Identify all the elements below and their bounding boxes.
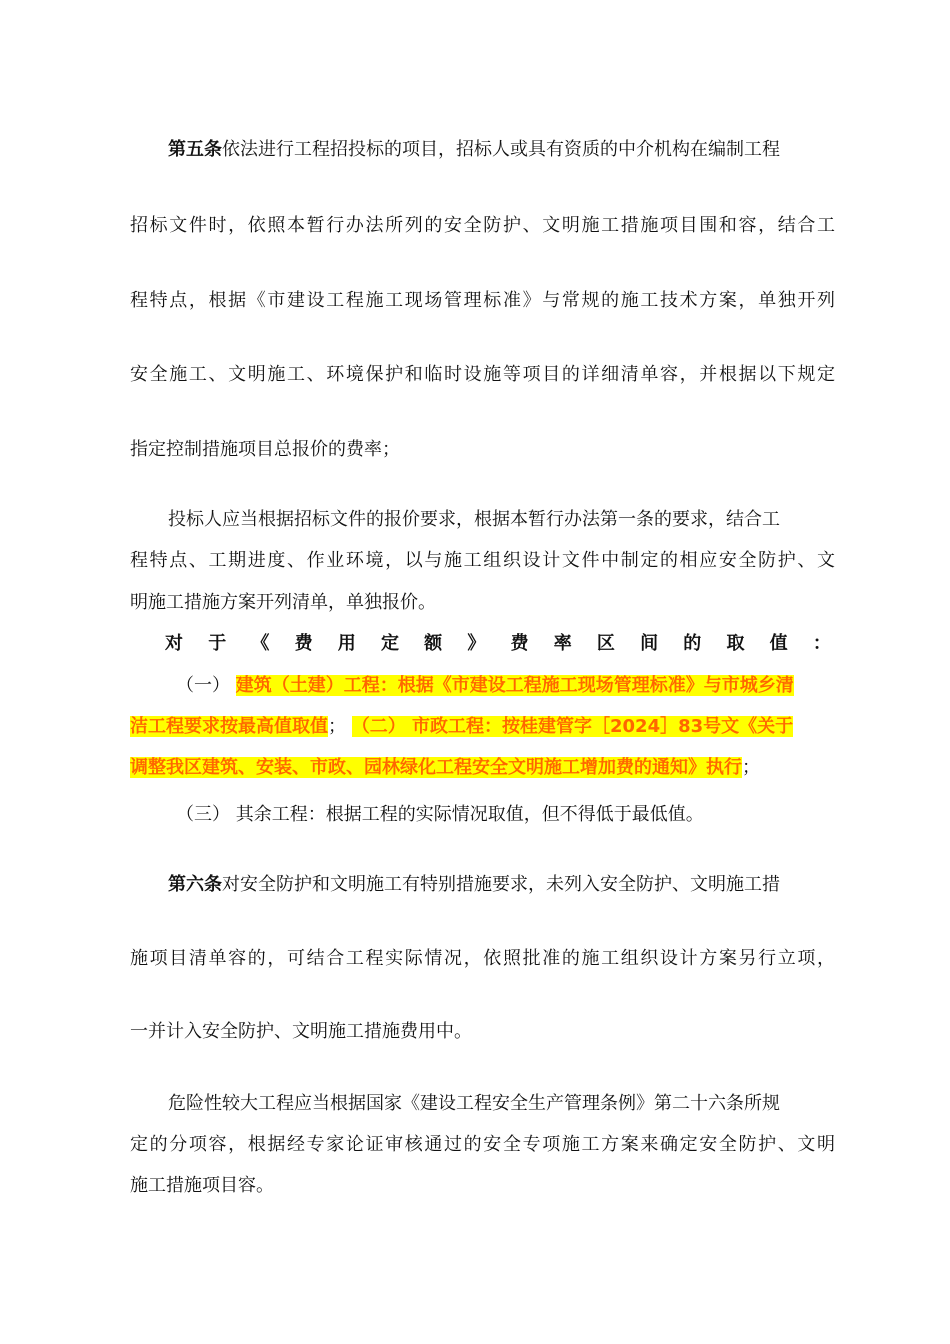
rate-heading-char: 额 xyxy=(424,633,443,654)
article5-text-1: 依法进行工程招投标的项目，招标人或具有资质的中介机构在编制工程 xyxy=(222,139,780,160)
rate-heading xyxy=(165,631,831,657)
bidder-line1: 投标人应当根据招标文件的报价要求，根据本暂行办法第一条的要求，结合工 xyxy=(168,509,780,530)
article5-line4: 安全施工、文明施工、环境保护和临时设施等项目的详细清单容，并根据以下规定 xyxy=(130,364,835,385)
item1-separator: ； xyxy=(328,716,346,737)
rate-heading-char: 定 xyxy=(380,633,399,654)
rate-heading-char: 区 xyxy=(596,633,615,654)
rate-heading-char: 于 xyxy=(208,633,227,654)
item2-highlight-b: 调整我区建筑、安装、市政、园林绿化工程安全文明施工增加费的通知》执行 xyxy=(130,757,742,778)
danger-line3: 施工措施项目容。 xyxy=(130,1175,274,1196)
article6-line1 xyxy=(168,872,835,898)
item2-end: ； xyxy=(742,757,760,778)
item3-line: （三） 其余工程：根据工程的实际情况取值，但不得低于最低值。 xyxy=(176,804,704,825)
rate-heading-char: 取 xyxy=(726,633,745,654)
item1-line1 xyxy=(176,673,835,699)
rate-heading-char: 的 xyxy=(683,633,702,654)
article6-text-1: 对安全防护和文明施工有特别措施要求，未列入安全防护、文明施工措 xyxy=(222,874,780,895)
rate-heading-char: 值 xyxy=(769,633,788,654)
article6-line3: 一并计入安全防护、文明施工措施费用中。 xyxy=(130,1021,472,1042)
rate-heading-char: 对 xyxy=(165,633,183,654)
danger-line2: 定的分项容，根据经专家论证审核通过的安全专项施工方案来确定安全防护、文明 xyxy=(130,1134,835,1155)
article5-line3: 程特点，根据《市建设工程施工现场管理标准》与常规的施工技术方案，单独开列 xyxy=(130,290,835,311)
item1-highlight-b: 洁工程要求按最高值取值 xyxy=(130,716,328,737)
rate-heading-char: 间 xyxy=(640,633,659,654)
article5-heading: 第五条 xyxy=(168,139,222,160)
rate-heading-char: 用 xyxy=(337,633,356,654)
item1-prefix: （一） xyxy=(176,675,230,696)
rate-heading-char: 费 xyxy=(294,633,313,654)
rate-heading-char: ： xyxy=(812,633,831,654)
item1-highlight-a: 建筑（土建）工程：根据《市建设工程施工现场管理标准》与市城乡清 xyxy=(235,675,794,696)
item2-highlight-a: （二） 市政工程：按桂建管字［2024］83号文《关于 xyxy=(351,716,794,737)
article5-line5: 指定控制措施项目总报价的费率； xyxy=(130,439,400,460)
rate-heading-char: 》 xyxy=(467,633,486,654)
rate-heading-char: 率 xyxy=(553,633,572,654)
article6-heading: 第六条 xyxy=(168,874,222,895)
item1-line2 xyxy=(130,714,835,740)
item2-line2 xyxy=(130,755,835,781)
danger-line1: 危险性较大工程应当根据国家《建设工程安全生产管理条例》第二十六条所规 xyxy=(168,1093,780,1114)
article5-line2: 招标文件时，依照本暂行办法所列的安全防护、文明施工措施项目围和容，结合工 xyxy=(130,215,835,236)
bidder-line3: 明施工措施方案开列清单，单独报价。 xyxy=(130,592,436,613)
rate-heading-char: 费 xyxy=(510,633,529,654)
bidder-line2: 程特点、工期进度、作业环境，以与施工组织设计文件中制定的相应安全防护、文 xyxy=(130,550,835,571)
article6-line2: 施项目清单容的，可结合工程实际情况，依照批准的施工组织设计方案另行立项， xyxy=(130,948,835,969)
article5-line1 xyxy=(168,137,835,163)
rate-heading-char: 《 xyxy=(251,633,270,654)
